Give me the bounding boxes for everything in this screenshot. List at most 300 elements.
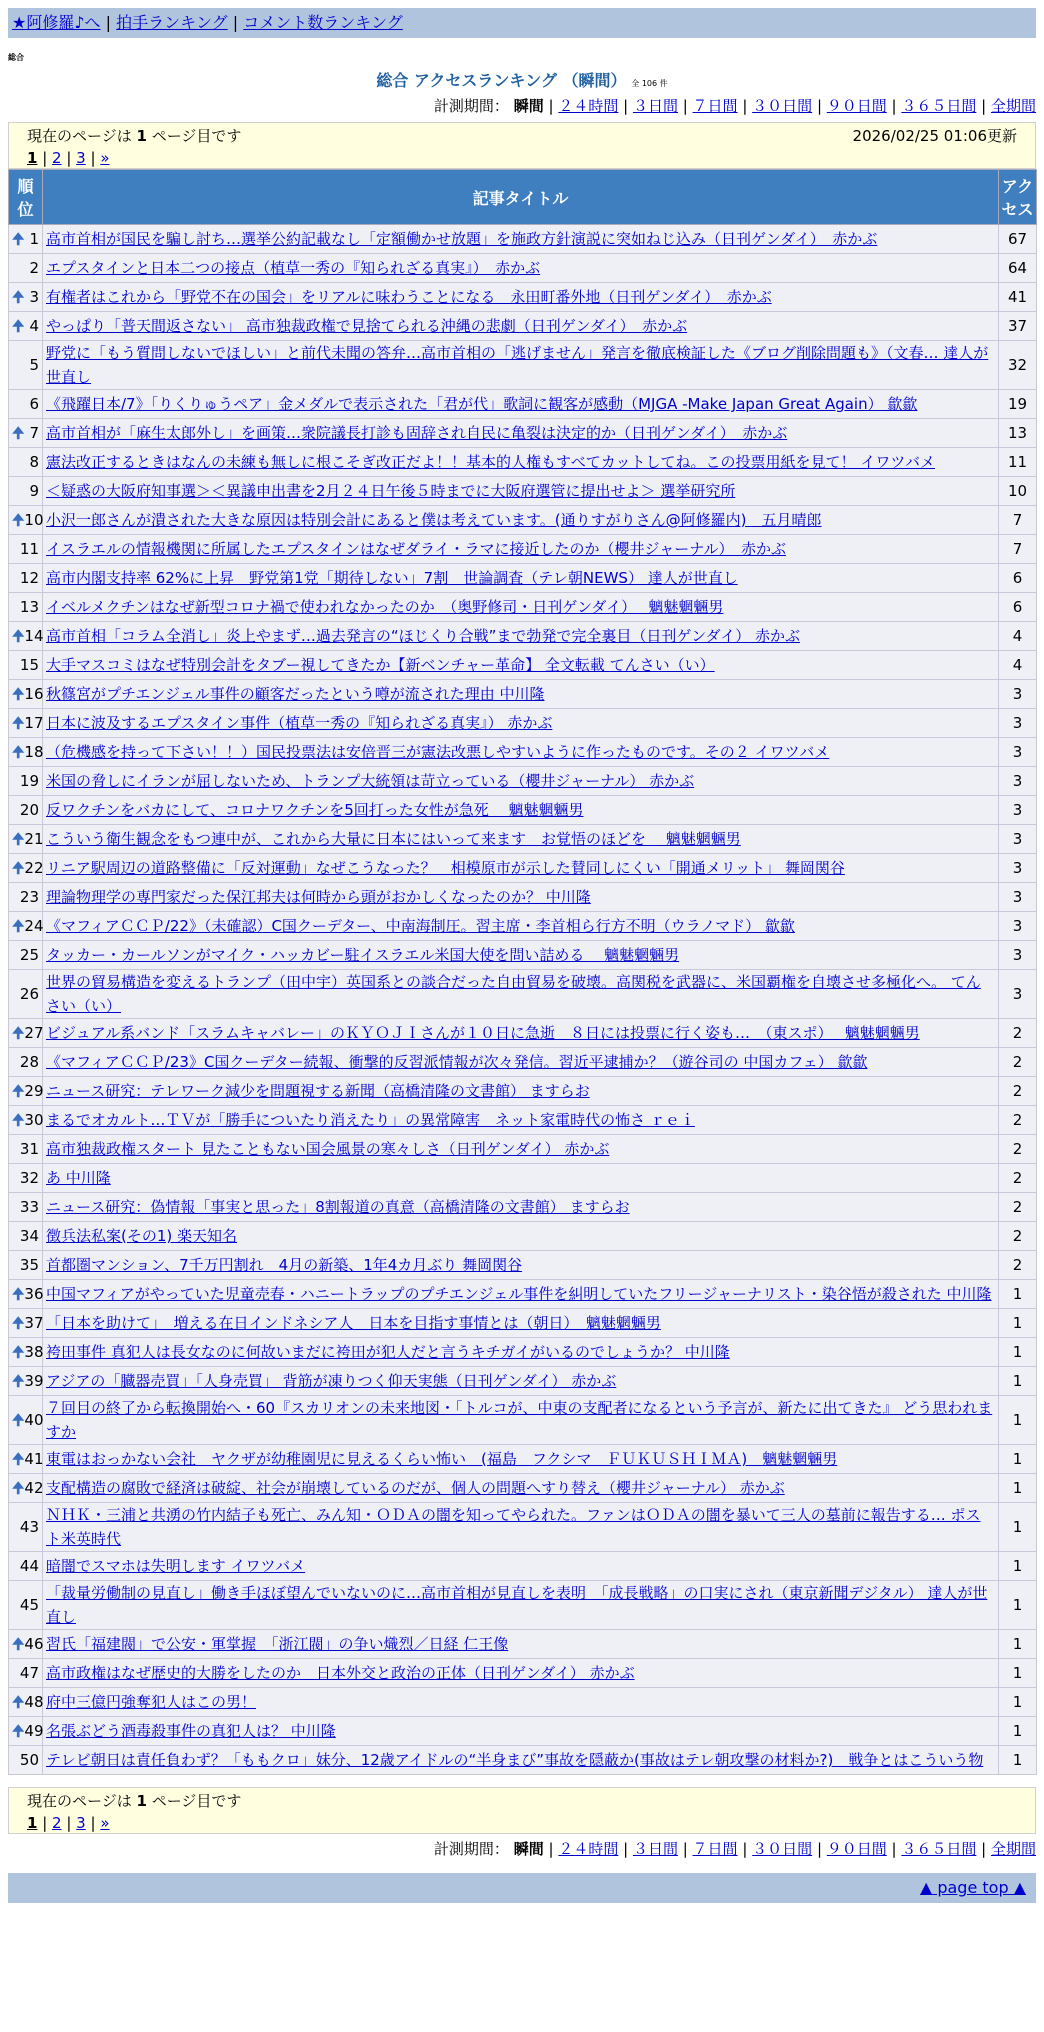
title-cell xyxy=(43,1309,999,1338)
rank-cell xyxy=(9,622,43,651)
rank-cell xyxy=(9,767,43,796)
article-link[interactable]: 習氏「福建閥」で公安・軍掌握 「浙江閥」の争い熾烈／日経 仁王像 xyxy=(46,1635,509,1653)
title-cell xyxy=(43,1581,999,1630)
rank-cell xyxy=(9,448,43,477)
page-current: 1 xyxy=(27,1814,38,1832)
rank-cell xyxy=(9,680,43,709)
access-count: 3 xyxy=(999,680,1037,709)
table-row xyxy=(9,1503,1037,1552)
rank-header: 順位 xyxy=(9,170,43,225)
title-cell xyxy=(43,1552,999,1581)
rank-cell xyxy=(9,825,43,854)
article-link[interactable]: 《飛躍日本/7》「りくりゅうペア」金メダルで表示された「君が代」歌詞に観客が感動（MJGA -Make Japan Great Again） 歙歙 xyxy=(46,395,918,413)
access-count: 7 xyxy=(999,535,1037,564)
article-link[interactable]: 世界の貿易構造を変えるトランプ（田中宇）英国系との談合だった自由貿易を破壊。高関税を武器に、米国覇権を自壊させ多極化へ。 てんさい（い） xyxy=(46,973,981,1015)
article-link[interactable]: ＮＨＫ・三浦と共湧の竹内結子も死亡、みん知・ＯＤＡの闇を知ってやられた。ファンはＯＤＡの闇を暴いて三人の墓前に報告する… ポスト米英時代 xyxy=(46,1506,981,1548)
article-link[interactable]: 日本に波及するエプスタイン事件（植草一秀の『知られざる真実』） 赤かぶ xyxy=(46,714,553,732)
arrow-up-icon: 🠉 xyxy=(12,1372,25,1390)
rank-number: 38 xyxy=(24,1343,44,1361)
article-link[interactable]: 有権者はこれから「野党不在の国会」をリアルに味わうことになる 永田町番外地（日刊ゲンダイ） 赤かぶ xyxy=(46,288,772,306)
access-count: 1 xyxy=(999,1746,1037,1775)
access-count: 2 xyxy=(999,1222,1037,1251)
home-link[interactable]: ★阿修羅♪へ xyxy=(12,13,101,32)
article-link[interactable]: 高市政権はなぜ歴史的大勝をしたのか 日本外交と政治の正体（日刊ゲンダイ） 赤かぶ xyxy=(46,1664,635,1682)
rank-number: 30 xyxy=(24,1111,44,1129)
article-link[interactable]: エプスタインと日本二つの接点（植草一秀の『知られざる真実』） 赤かぶ xyxy=(46,259,541,277)
rank-number: 37 xyxy=(24,1314,44,1332)
period-link[interactable]: ３６５日間 xyxy=(901,97,977,115)
rank-cell xyxy=(9,651,43,680)
article-link[interactable]: 支配構造の腐敗で経済は破綻、社会が崩壊しているのだが、個人の問題へすり替え（櫻井ジャーナル） 赤かぶ xyxy=(46,1479,785,1497)
access-count: 64 xyxy=(999,254,1037,283)
rank-number: 27 xyxy=(24,1024,44,1042)
page-link[interactable]: 2 xyxy=(52,149,62,167)
title-cell xyxy=(43,970,999,1019)
rank-number: 25 xyxy=(19,946,39,964)
rank-cell xyxy=(9,1280,43,1309)
rank-number: 17 xyxy=(24,714,44,732)
table-row xyxy=(9,1077,1037,1106)
rank-number: 49 xyxy=(24,1722,44,1740)
pager-bottom xyxy=(8,1787,1036,1834)
table-row xyxy=(9,796,1037,825)
arrow-up-icon: 🠉 xyxy=(12,859,25,877)
title-cell xyxy=(43,1280,999,1309)
article-link[interactable]: イベルメクチンはなぜ新型コロナ禍で使われなかったのか （奥野修司・日刊ゲンダイ） 魑魅魍魎男 xyxy=(46,598,724,616)
article-link[interactable]: 高市首相が国民を騙し討ち…選挙公約記載なし「定額働かせ放題」を施政方針演説に突如ねじ込み（日刊ゲンダイ） 赤かぶ xyxy=(46,230,878,248)
rank-number: 50 xyxy=(19,1751,39,1769)
rank-cell xyxy=(9,1135,43,1164)
page-links: 1 | 2 | 3 | » xyxy=(27,1814,110,1832)
access-count: 1 xyxy=(999,1503,1037,1552)
rank-number: 31 xyxy=(19,1140,39,1158)
article-link[interactable]: テレビ朝日は責任負わず？「ももクロ」妹分、12歳アイドルの“半身まび”事故を隠蔽か(事故はテレ朝攻撃の材料か?) 戦争とはこういう物 xyxy=(46,1751,984,1769)
table-row xyxy=(9,1280,1037,1309)
table-row xyxy=(9,312,1037,341)
period-link[interactable]: ７日間 xyxy=(692,97,738,115)
nav-separator: | xyxy=(105,13,112,32)
title-cell xyxy=(43,1396,999,1445)
arrow-up-icon: 🠉 xyxy=(12,830,25,848)
article-link[interactable]: 高市内閣支持率 62%に上昇 野党第1党「期待しない」7割 世論調査（テレ朝NEWS） 達人が世直し xyxy=(46,569,738,587)
article-link[interactable]: アジアの「臓器売買」「人身売買」 背筋が凍りつく仰天実態（日刊ゲンダイ） 赤かぶ xyxy=(46,1372,617,1390)
period-link[interactable]: ３０日間 xyxy=(752,97,813,115)
table-row xyxy=(9,1309,1037,1338)
updated-time: 2026/02/25 01:06更新 xyxy=(852,127,1017,145)
table-row xyxy=(9,1222,1037,1251)
title-cell xyxy=(43,883,999,912)
access-count: 1 xyxy=(999,1338,1037,1367)
title-cell xyxy=(43,1106,999,1135)
rank-number: 16 xyxy=(24,685,44,703)
article-link[interactable]: ＜疑惑の大阪府知事選＞＜異議申出書を2月２４日午後５時までに大阪府選管に提出せよ＞ 選挙研究所 xyxy=(46,482,736,500)
title-cell xyxy=(43,738,999,767)
rank-cell xyxy=(9,477,43,506)
article-link[interactable]: ７回目の終了から転換開始へ・60『スカリオンの未来地図・「トルコが、中東の支配者になるという予言が、新たに出てきた』 どう思われますか xyxy=(46,1399,993,1441)
article-link[interactable]: 首都圏マンション、7千万円割れ 4月の新築、1年4カ月ぶり 舞岡関谷 xyxy=(46,1256,523,1274)
access-count: 2 xyxy=(999,1193,1037,1222)
article-link[interactable]: こういう衛生観念をもつ連中が、これから大量に日本にはいって来ます お覚悟のほどを 魑魅魍魎男 xyxy=(46,830,741,848)
arrow-up-icon: 🠉 xyxy=(12,1285,25,1303)
rank-cell xyxy=(9,1474,43,1503)
period-link[interactable]: 全期間 xyxy=(990,97,1036,115)
page-heading xyxy=(8,68,1036,91)
title-cell xyxy=(43,535,999,564)
rank-number: 40 xyxy=(24,1411,44,1429)
access-header: アクセス xyxy=(999,170,1037,225)
table-row xyxy=(9,709,1037,738)
rank-number: 13 xyxy=(19,598,39,616)
access-count: 1 xyxy=(999,1445,1037,1474)
article-link[interactable]: 暗闇でスマホは失明します イワツバメ xyxy=(46,1557,306,1575)
article-link[interactable]: 高市独裁政権スタート 見たこともない国会風景の寒々しさ（日刊ゲンダイ） 赤かぶ xyxy=(46,1140,610,1158)
article-link[interactable]: 理論物理学の専門家だった保江邦夫は何時から頭がおかしくなったのか？ 中川隆 xyxy=(46,888,591,906)
table-row xyxy=(9,1581,1037,1630)
table-row xyxy=(9,1396,1037,1445)
page-link[interactable]: 3 xyxy=(76,1814,86,1832)
article-link[interactable]: イスラエルの情報機関に所属したエプスタインはなぜダライ・ラマに接近したのか（櫻井ジャーナル） 赤かぶ xyxy=(46,540,786,558)
article-link[interactable]: やっぱり「普天間返さない」 高市独裁政権で見捨てられる沖縄の悲劇（日刊ゲンダイ） 赤かぶ xyxy=(46,317,688,335)
table-row xyxy=(9,1048,1037,1077)
access-count: 3 xyxy=(999,738,1037,767)
rank-number: 39 xyxy=(24,1372,44,1390)
rank-cell xyxy=(9,1048,43,1077)
title-cell xyxy=(43,1077,999,1106)
title-cell xyxy=(43,593,999,622)
arrow-up-icon: 🠉 xyxy=(12,1411,25,1429)
rank-cell xyxy=(9,1367,43,1396)
top-nav-bar xyxy=(8,8,1036,38)
article-link[interactable]: 「裁量労働制の見直し」働き手ほぼ望んでいないのに…高市首相が見直しを表明 「成長戦略」の口実にされ（東京新聞デジタル） 達人が世直し xyxy=(46,1584,988,1626)
table-row xyxy=(9,1630,1037,1659)
table-row xyxy=(9,254,1037,283)
table-row xyxy=(9,390,1037,419)
rank-number: 24 xyxy=(24,917,44,935)
arrow-up-icon: 🠉 xyxy=(12,317,25,335)
article-link[interactable]: 《マフィアＣＣＰ/23》C国クーデター続報、衝撃的反習派情報が次々発信。習近平逮捕か？（遊谷司の 中国カフェ） 歙歙 xyxy=(46,1053,868,1071)
page-current: 1 xyxy=(27,149,38,167)
article-link[interactable]: 東電はおっかない会社 ヤクザが幼稚園児に見えるくらい怖い (福島 フクシマ ＦＵＫＵＳＨＩＭＡ) 魑魅魍魎男 xyxy=(46,1450,838,1468)
clap-ranking-link[interactable]: 拍手ランキング xyxy=(116,13,228,32)
title-cell xyxy=(43,709,999,738)
period-link[interactable]: ３日間 xyxy=(632,97,678,115)
article-link[interactable]: まるでオカルト…ＴＶが「勝手についたり消えたり」の異常障害 ネット家電時代の怖さ ｒｅｉ xyxy=(46,1111,695,1129)
rank-cell xyxy=(9,1077,43,1106)
rank-number: 43 xyxy=(19,1518,39,1536)
title-cell xyxy=(43,225,999,254)
period-link[interactable]: 全期間 xyxy=(990,1840,1036,1858)
arrow-up-icon: 🠉 xyxy=(12,1479,25,1497)
period-link[interactable]: ３日間 xyxy=(632,1840,678,1858)
rank-cell xyxy=(9,564,43,593)
title-cell xyxy=(43,506,999,535)
title-cell xyxy=(43,254,999,283)
article-link[interactable]: 徴兵法私案(その1) 楽天知名 xyxy=(46,1227,238,1245)
title-cell xyxy=(43,1338,999,1367)
rank-cell xyxy=(9,1251,43,1280)
title-cell xyxy=(43,564,999,593)
access-count: 3 xyxy=(999,883,1037,912)
period-link[interactable]: ９０日間 xyxy=(826,97,887,115)
table-row xyxy=(9,941,1037,970)
table-row xyxy=(9,535,1037,564)
article-link[interactable]: 府中三億円強奪犯人はこの男！ xyxy=(46,1693,257,1711)
title-cell xyxy=(43,1746,999,1775)
table-row xyxy=(9,1552,1037,1581)
title-cell xyxy=(43,1135,999,1164)
table-row xyxy=(9,738,1037,767)
title-cell xyxy=(43,477,999,506)
access-count: 2 xyxy=(999,1164,1037,1193)
title-cell xyxy=(43,419,999,448)
table-row xyxy=(9,883,1037,912)
title-cell xyxy=(43,1717,999,1746)
access-count: 7 xyxy=(999,506,1037,535)
rank-number: 44 xyxy=(19,1557,39,1575)
rank-number: 8 xyxy=(29,453,39,471)
rank-cell xyxy=(9,1552,43,1581)
rank-number: 7 xyxy=(29,424,39,442)
table-row xyxy=(9,477,1037,506)
table-row xyxy=(9,970,1037,1019)
title-cell xyxy=(43,1164,999,1193)
access-count: 2 xyxy=(999,1019,1037,1048)
rank-cell xyxy=(9,883,43,912)
table-row xyxy=(9,825,1037,854)
access-count: 2 xyxy=(999,1135,1037,1164)
rank-cell xyxy=(9,341,43,390)
article-link[interactable]: （危機感を持って下さい！！）国民投票法は安倍晋三が憲法改悪しやすいように作ったものです。その２ イワツバメ xyxy=(46,743,830,761)
access-count: 41 xyxy=(999,283,1037,312)
table-row xyxy=(9,622,1037,651)
access-count: 3 xyxy=(999,709,1037,738)
period-link[interactable]: ３０日間 xyxy=(752,1840,813,1858)
title-cell xyxy=(43,912,999,941)
title-cell xyxy=(43,941,999,970)
period-link[interactable]: ２４時間 xyxy=(558,97,619,115)
access-count: 3 xyxy=(999,854,1037,883)
article-link[interactable]: 袴田事件 真犯人は長女なのに何故いまだに袴田が犯人だと言うキチガイがいるのでしょうか？ 中川隆 xyxy=(46,1343,730,1361)
rank-number: 3 xyxy=(29,288,39,306)
current-page-text: 現在のページは 1 ページ目です xyxy=(27,127,242,145)
rank-cell xyxy=(9,709,43,738)
table-row xyxy=(9,1338,1037,1367)
next-page-link[interactable]: » xyxy=(100,149,110,167)
article-link[interactable]: タッカー・カールソンがマイク・ハッカビー駐イスラエル米国大使を問い詰める 魑魅魍魎男 xyxy=(46,946,680,964)
table-row xyxy=(9,283,1037,312)
rank-cell xyxy=(9,535,43,564)
article-link[interactable]: ニュース研究：テレワーク減少を問題視する新聞（高橋清隆の文書館） ますらお xyxy=(46,1082,590,1100)
arrow-up-icon: 🠉 xyxy=(12,743,25,761)
access-count: 2 xyxy=(999,1106,1037,1135)
rank-cell xyxy=(9,1659,43,1688)
article-link[interactable]: ニュース研究：偽情報「事実と思った」8割報道の真意（高橋清隆の文書館） ますらお xyxy=(46,1198,630,1216)
table-row xyxy=(9,680,1037,709)
rank-number: 11 xyxy=(19,540,39,558)
access-count: 1 xyxy=(999,1309,1037,1338)
rank-cell xyxy=(9,1338,43,1367)
rank-cell xyxy=(9,1164,43,1193)
access-count: 1 xyxy=(999,1474,1037,1503)
period-link[interactable]: ７日間 xyxy=(692,1840,738,1858)
table-row xyxy=(9,1445,1037,1474)
rank-cell xyxy=(9,1445,43,1474)
rank-cell xyxy=(9,1688,43,1717)
rank-number: 29 xyxy=(24,1082,44,1100)
title-cell xyxy=(43,1503,999,1552)
period-selector-top: 計測期間： 瞬間 | ２４時間 | ３日間 | ７日間 | ３０日間 | ９０日間 | ３６５日間 | 全期間 xyxy=(433,97,1036,115)
access-count: 3 xyxy=(999,912,1037,941)
rank-cell xyxy=(9,1019,43,1048)
table-row xyxy=(9,593,1037,622)
title-cell xyxy=(43,1367,999,1396)
rank-number: 22 xyxy=(24,859,44,877)
title-cell xyxy=(43,390,999,419)
table-row xyxy=(9,767,1037,796)
title-cell xyxy=(43,1445,999,1474)
period-current: 瞬間 xyxy=(513,97,544,115)
title-cell xyxy=(43,680,999,709)
title-cell xyxy=(43,1193,999,1222)
article-link[interactable]: 反ワクチンをバカにして、コロナワクチンを5回打った女性が急死 魑魅魍魎男 xyxy=(46,801,584,819)
rank-number: 35 xyxy=(19,1256,39,1274)
period-link[interactable]: ９０日間 xyxy=(826,1840,887,1858)
rank-cell xyxy=(9,1222,43,1251)
title-cell xyxy=(43,283,999,312)
table-row xyxy=(9,1193,1037,1222)
arrow-up-icon: 🠉 xyxy=(12,288,25,306)
rank-number: 33 xyxy=(19,1198,39,1216)
access-count: 3 xyxy=(999,970,1037,1019)
rank-cell xyxy=(9,312,43,341)
access-count: 2 xyxy=(999,1251,1037,1280)
arrow-up-icon: 🠉 xyxy=(12,1111,25,1129)
rank-number: 5 xyxy=(29,356,39,374)
arrow-up-icon: 🠉 xyxy=(12,424,25,442)
rank-number: 47 xyxy=(19,1664,39,1682)
table-row xyxy=(9,651,1037,680)
rank-cell xyxy=(9,738,43,767)
access-count: 1 xyxy=(999,1367,1037,1396)
article-link[interactable]: 米国の脅しにイランが屈しないため、トランプ大統領は苛立っている（櫻井ジャーナル） 赤かぶ xyxy=(46,772,695,790)
article-link[interactable]: ビジュアル系バンド「スラムキャバレー」のＫＹＯＪＩさんが１０日に急逝 ８日には投票に行く姿も… （東スポ） 魑魅魍魎男 xyxy=(46,1024,920,1042)
article-link[interactable]: 「日本を助けて」 増える在日インドネシア人 日本を目指す事情とは（朝日） 魑魅魍魎男 xyxy=(46,1314,661,1332)
table-row xyxy=(9,1019,1037,1048)
access-count: 6 xyxy=(999,564,1037,593)
table-row xyxy=(9,448,1037,477)
table-row xyxy=(9,1746,1037,1775)
access-count: 1 xyxy=(999,1581,1037,1630)
article-link[interactable]: あ 中川隆 xyxy=(46,1169,111,1187)
rank-number: 26 xyxy=(19,985,39,1003)
rank-cell xyxy=(9,1630,43,1659)
comment-ranking-link[interactable]: コメント数ランキング xyxy=(243,13,403,32)
article-link[interactable]: 中国マフィアがやっていた児童売春・ハニートラップのプチエンジェル事件を糾明していたフリージャーナリスト・染谷悟が殺された 中川隆 xyxy=(46,1285,992,1303)
period-link[interactable]: ２４時間 xyxy=(558,1840,619,1858)
title-cell xyxy=(43,1630,999,1659)
article-link[interactable]: 大手マスコミはなぜ特別会計をタブー視してきたか【新ベンチャー革命】 全文転載 てんさい（い） xyxy=(46,656,715,674)
rank-cell xyxy=(9,854,43,883)
rank-number: 1 xyxy=(29,230,39,248)
title-cell xyxy=(43,341,999,390)
access-count: 10 xyxy=(999,477,1037,506)
total-count: 全 106 件 xyxy=(631,79,668,88)
arrow-up-icon: 🠉 xyxy=(12,1314,25,1332)
title-cell xyxy=(43,1222,999,1251)
title-cell xyxy=(43,622,999,651)
page-links: 1 | 2 | 3 | » xyxy=(27,149,110,167)
title-cell xyxy=(43,1251,999,1280)
access-count: 4 xyxy=(999,651,1037,680)
period-link[interactable]: ３６５日間 xyxy=(901,1840,977,1858)
access-count: 1 xyxy=(999,1659,1037,1688)
access-count: 32 xyxy=(999,341,1037,390)
table-row xyxy=(9,506,1037,535)
rank-cell xyxy=(9,283,43,312)
rank-cell xyxy=(9,1106,43,1135)
title-cell xyxy=(43,796,999,825)
article-link[interactable]: 野党に「もう質問しないでほしい」と前代未聞の答弁…高市首相の「逃げません」発言を徹底検証した《ブログ削除問題も》（文春… 達人が世直し xyxy=(46,344,989,386)
access-count: 3 xyxy=(999,825,1037,854)
table-row xyxy=(9,1688,1037,1717)
title-cell xyxy=(43,312,999,341)
access-count: 1 xyxy=(999,1396,1037,1445)
article-link[interactable]: リニア駅周辺の道路整備に「反対運動」なぜこうなった？ 相模原市が示した賛同しにくい「開通メリット」 舞岡関谷 xyxy=(46,859,845,877)
article-link[interactable]: 名張ぶどう酒毒殺事件の真犯人は？ 中川隆 xyxy=(46,1722,336,1740)
table-row xyxy=(9,564,1037,593)
rank-cell xyxy=(9,1503,43,1552)
rank-cell xyxy=(9,1396,43,1445)
page-top-link[interactable]: ▲ page top ▲ xyxy=(919,1878,1026,1897)
page-link[interactable]: 3 xyxy=(76,149,86,167)
rank-cell xyxy=(9,1581,43,1630)
article-link[interactable]: 高市首相「コラム全消し」炎上やまず…過去発言の“ほじくり合戦”まで勃発で完全裏目（日刊ゲンダイ） 赤かぶ xyxy=(46,627,800,645)
arrow-up-icon: 🠉 xyxy=(12,1635,25,1653)
next-page-link[interactable]: » xyxy=(100,1814,110,1832)
footer-bar xyxy=(8,1873,1036,1903)
article-link[interactable]: 憲法改正するときはなんの未練も無しに根こそぎ改正だよ！！基本的人権もすべてカットしてね。この投票用紙を見て！ イワツバメ xyxy=(46,453,936,471)
rank-cell xyxy=(9,912,43,941)
rank-cell xyxy=(9,593,43,622)
rank-number: 46 xyxy=(24,1635,44,1653)
table-row xyxy=(9,1106,1037,1135)
page-link[interactable]: 2 xyxy=(52,1814,62,1832)
table-row xyxy=(9,1474,1037,1503)
access-count: 6 xyxy=(999,593,1037,622)
rank-number: 36 xyxy=(24,1285,44,1303)
rank-number: 20 xyxy=(19,801,39,819)
article-link[interactable]: 《マフィアＣＣＰ/22》（未確認）C国クーデター、中南海制圧。習主席・李首相ら行方不明（ウラノマド） 歙歙 xyxy=(46,917,795,935)
table-row xyxy=(9,225,1037,254)
title-cell xyxy=(43,1019,999,1048)
access-count: 3 xyxy=(999,941,1037,970)
rank-number: 4 xyxy=(29,317,39,335)
rank-number: 34 xyxy=(19,1227,39,1245)
rank-cell xyxy=(9,390,43,419)
arrow-up-icon: 🠉 xyxy=(12,714,25,732)
table-row xyxy=(9,1717,1037,1746)
arrow-up-icon: 🠉 xyxy=(12,685,25,703)
article-link[interactable]: 秋篠宮がプチエンジェル事件の顧客だったという噂が流された理由 中川隆 xyxy=(46,685,545,703)
article-link[interactable]: 小沢一郎さんが潰された大きな原因は特別会計にあると僕は考えています。(通りすがりさん@阿修羅内) 五月晴郎 xyxy=(46,511,822,529)
rank-cell xyxy=(9,796,43,825)
nav-separator: | xyxy=(232,13,239,32)
arrow-up-icon: 🠉 xyxy=(12,1722,25,1740)
rank-number: 45 xyxy=(19,1596,39,1614)
table-row xyxy=(9,419,1037,448)
article-link[interactable]: 高市首相が「麻生太郎外し」を画策…衆院議長打診も固辞され自民に亀裂は決定的か（日刊ゲンダイ） 赤かぶ xyxy=(46,424,788,442)
rank-number: 9 xyxy=(29,482,39,500)
